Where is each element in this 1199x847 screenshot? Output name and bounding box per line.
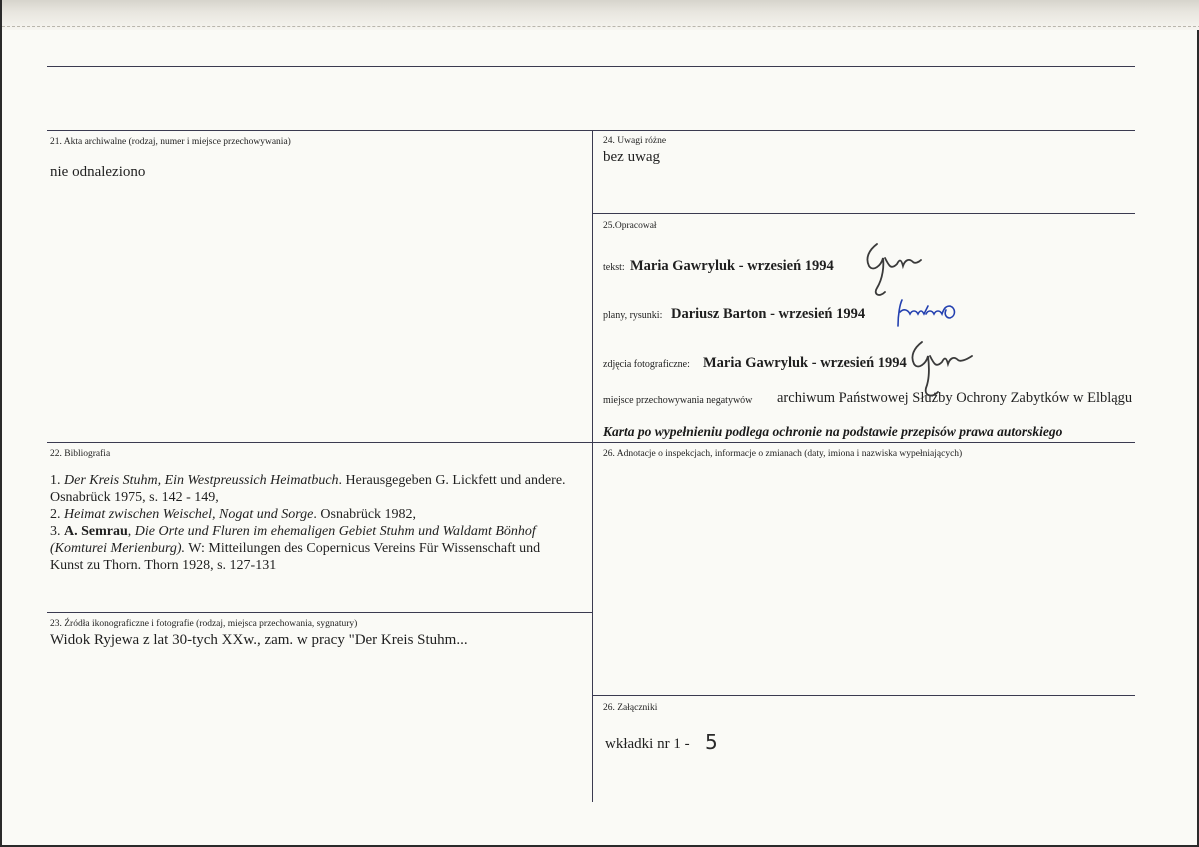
section-23-value: Widok Ryjewa z lat 30-tych XXw., zam. w pracy "Der Kreis Stuhm... (50, 632, 468, 648)
negatives-label: miejsce przechowywania negatywów (603, 395, 753, 406)
signature-gawryluk-2 (902, 334, 982, 402)
row-rule-2 (47, 442, 1135, 443)
section-22-label: 22. Bibliografia (50, 449, 111, 459)
author-text-label: tekst: (603, 262, 625, 273)
perforation-line (2, 26, 1199, 27)
section-24-label: 24. Uwagi różne (603, 136, 667, 146)
author-photos-value: Maria Gawryluk - wrzesień 1994 (703, 355, 907, 371)
rule-26-26 (593, 695, 1135, 696)
attachments-value: wkładki nr 1 - (605, 736, 690, 752)
rule-24-25 (593, 213, 1135, 214)
signature-gawryluk-1 (857, 236, 927, 304)
bibliography-list (50, 472, 590, 574)
bibliography-item: Kunst zu Thorn. Thorn 1928, s. 127-131 (50, 558, 277, 573)
section-21-value: nie odnaleziono (50, 164, 146, 180)
section-23-label: 23. Źródła ikonograficzne i fotografie (rodzaj, miejsca przechowania, sygnatury) (50, 619, 358, 629)
bibliography-item: 1. Der Kreis Stuhm, Ein Westpreussich Heimatbuch. Herausgegeben G. Lickfett und andere. (50, 473, 566, 488)
center-divider (592, 130, 593, 802)
bibliography-item: Osnabrück 1975, s. 142 - 149, (50, 490, 219, 505)
author-plans-value: Dariusz Barton - wrzesień 1994 (671, 306, 866, 322)
bibliography-item: 3. A. Semrau, Die Orte und Fluren im ehemaligen Gebiet Stuhm und Waldamt Bönhof (50, 524, 536, 539)
copyright-note: Karta po wypełnieniu podlega ochronie na podstawie przepisów prawa autorskiego (603, 424, 1063, 439)
attachments-handwritten-count: 5 (705, 730, 718, 754)
section-24-value: bez uwag (603, 149, 661, 165)
section-26-attachments-label: 26. Załączniki (603, 703, 658, 713)
section-25-label: 25.Opracował (603, 221, 657, 231)
author-text-value: Maria Gawryluk - wrzesień 1994 (630, 258, 834, 274)
author-photos-label: zdjęcia fotograficzne: (603, 359, 690, 370)
negatives-value: archiwum Państwowej Służby Ochrony Zabytków w Elblągu (777, 390, 1133, 406)
bibliography-item: 2. Heimat zwischen Weischel, Nogat und Sorge. Osnabrück 1982, (50, 507, 417, 522)
top-rule (47, 66, 1135, 67)
signature-barton (892, 296, 962, 332)
row-rule-1 (47, 130, 1135, 131)
author-plans-label: plany, rysunki: (603, 310, 663, 321)
section-26-annotations-label: 26. Adnotacje o inspekcjach, informacje o zmianach (daty, imiona i nazwiska wypełniających) (603, 449, 963, 459)
section-21-label: 21. Akta archiwalne (rodzaj, numer i miejsce przechowywania) (50, 137, 291, 147)
rule-22-23 (47, 612, 593, 613)
bibliography-item: (Komturei Merienburg). W: Mitteilungen des Copernicus Vereins Für Wissenschaft und (50, 541, 541, 556)
